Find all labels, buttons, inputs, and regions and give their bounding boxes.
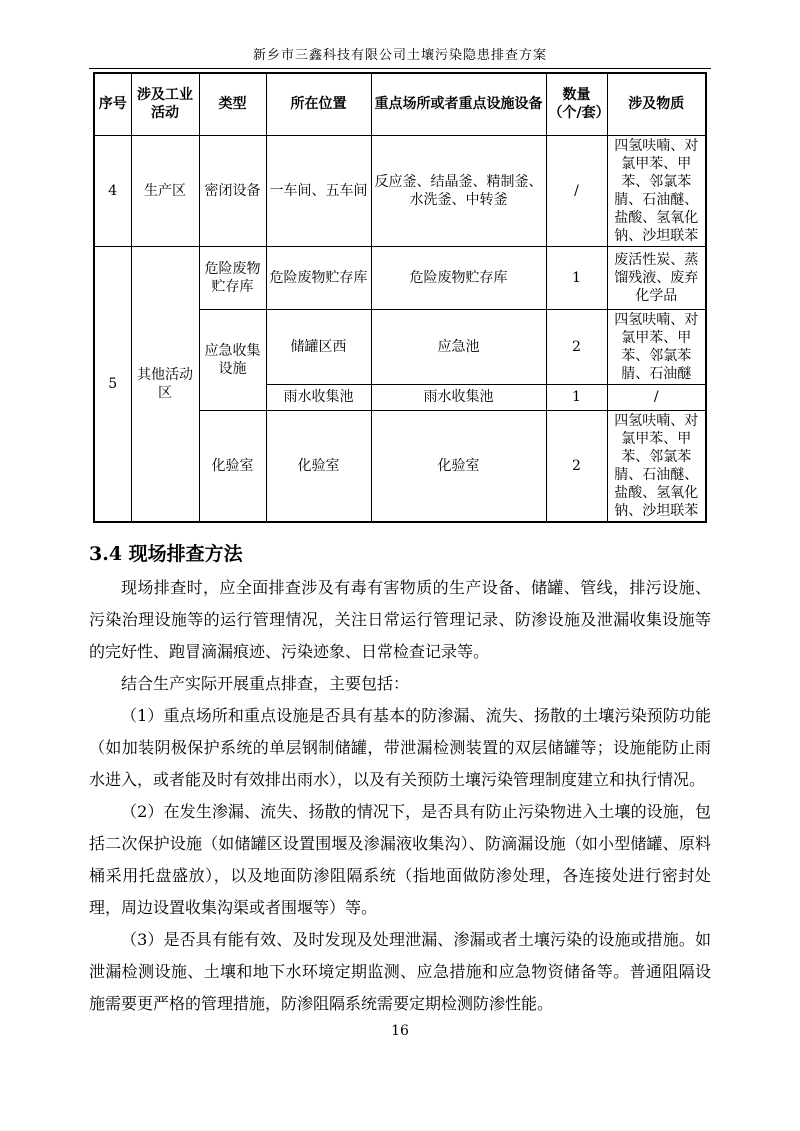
cell-quantity: 1 [546,246,607,309]
cell-place: 雨水收集池 [371,384,546,410]
page-number: 16 [391,1022,409,1039]
col-header-substances: 涉及物质 [607,73,706,135]
cell-location: 化验室 [266,410,371,522]
col-header-quantity: 数量（个/套） [546,73,607,135]
cell-seq: 4 [94,135,131,246]
body-paragraph: （3）是否具有能有效、及时发现及处理泄漏、渗漏或者土壤污染的设施或措施。如泄漏检测设施、土壤和地下水环境定期监测、应急措施和应急物资储备等。普通阻隔设施需要更严格的管理措施，防渗阻隔系统需要定期检测防渗性能。 [89,929,711,1013]
cell-location: 雨水收集池 [266,384,371,410]
cell-substances: 四氢呋喃、对氯甲苯、甲苯、邻氯苯腈、石油醚 [607,309,706,384]
cell-location: 一车间、五车间 [266,135,371,246]
table-row [94,246,706,309]
cell-substances: / [607,384,706,410]
cell-location: 危险废物贮存库 [266,246,371,309]
cell-substances: 废活性炭、蒸馏残液、废弃化学品 [607,246,706,309]
cell-place: 化验室 [371,410,546,522]
body-paragraph: （1）重点场所和重点设施是否具有基本的防渗漏、流失、扬散的土壤污染预防功能（如加装阴极保护系统的单层钢制储罐，带泄漏检测装置的双层储罐等；设施能防止雨水进入，或者能及时有效排出雨水），以及有关预防土壤污染管理制度建立和执行情况。 [89,705,711,789]
cell-substances: 四氢呋喃、对氯甲苯、甲苯、邻氯苯腈、石油醚、盐酸、氢氧化钠、沙坦联苯 [607,410,706,522]
cell-type: 危险废物贮存库 [199,246,266,309]
cell-activity: 生产区 [131,135,199,246]
cell-activity: 其他活动区 [131,246,199,522]
col-header-seq: 序号 [94,73,131,135]
body-paragraph: 结合生产实际开展重点排查，主要包括： [121,673,410,693]
hazard-sources-table [93,72,707,523]
col-header-location: 所在位置 [266,73,371,135]
cell-substances: 四氢呋喃、对氯甲苯、甲苯、邻氯苯腈、石油醚、盐酸、氢氧化钠、沙坦联苯 [607,135,706,246]
cell-seq: 5 [94,246,131,522]
section-heading: 3.4 现场排查方法 [89,542,243,565]
col-header-activity: 涉及工业活动 [131,73,199,135]
col-header-type: 类型 [199,73,266,135]
cell-quantity: / [546,135,607,246]
cell-type: 化验室 [199,410,266,522]
body-paragraph: 现场排查时，应全面排查涉及有毒有害物质的生产设备、储罐、管线，排污设施、污染治理设施等的运行管理情况，关注日常运行管理记录、防渗设施及泄漏收集设施等的完好性、跑冒滴漏痕迹、污染迹象、日常检查记录等。 [89,577,711,661]
cell-quantity: 2 [546,410,607,522]
cell-location: 储罐区西 [266,309,371,384]
cell-type: 应急收集设施 [199,309,266,410]
body-paragraph: （2）在发生渗漏、流失、扬散的情况下，是否具有防止污染物进入土壤的设施，包括二次保护设施（如储罐区设置围堰及渗漏液收集沟）、防滴漏设施（如小型储罐、原料桶采用托盘盛放），以及地面防渗阻隔系统（指地面做防渗处理，各连接处进行密封处理，周边设置收集沟渠或者围堰等）等。 [89,801,711,917]
cell-place: 危险废物贮存库 [371,246,546,309]
cell-place: 应急池 [371,309,546,384]
cell-quantity: 1 [546,384,607,410]
table-header-row [94,73,706,135]
document-header-title: 新乡市三鑫科技有限公司土壤污染隐患排查方案 [89,44,711,69]
cell-type: 密闭设备 [199,135,266,246]
cell-place: 反应釜、结晶釜、精制釜、水洗釜、中转釜 [371,135,546,246]
cell-quantity: 2 [546,309,607,384]
col-header-place: 重点场所或者重点设施设备 [371,73,546,135]
table-row [94,135,706,246]
